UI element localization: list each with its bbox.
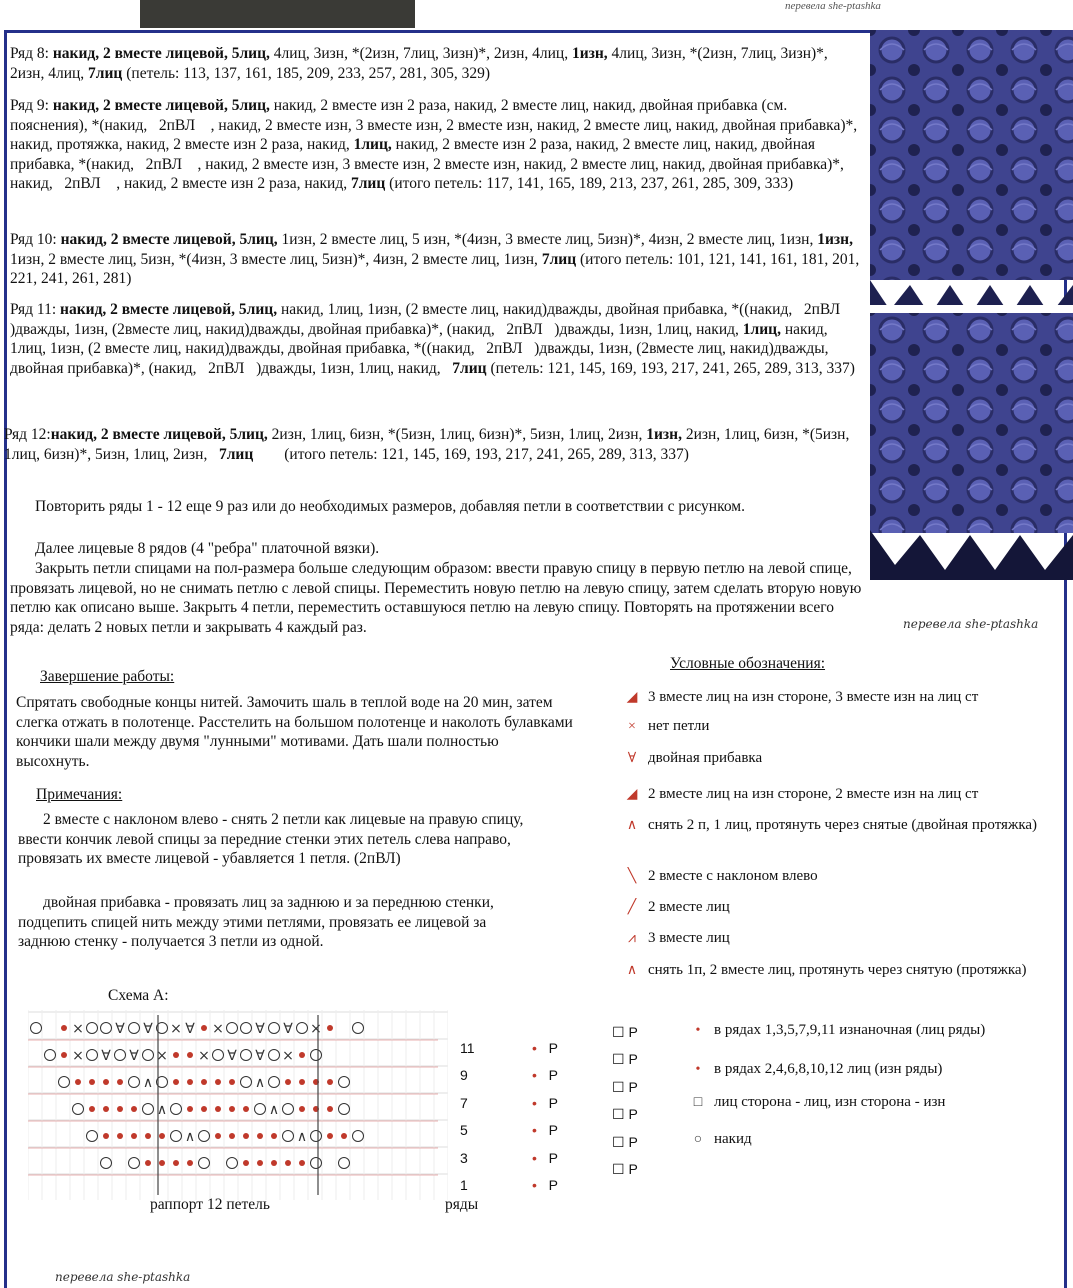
top-photo-fragment <box>140 0 415 28</box>
chart-stitch-symbol: ∧ <box>184 1129 196 1145</box>
chart-yarn-over <box>199 1158 210 1169</box>
p-box-label: ☐ P <box>612 1079 638 1095</box>
chart-purl-dot <box>271 1160 277 1166</box>
repeat-instruction: Повторить ряды 1 - 12 еще 9 раз или до необходимых размеров, добавляя петли в соответствии с рисунком. <box>35 498 745 515</box>
legend-symbol-icon: × <box>628 719 636 734</box>
key-item <box>690 1060 1065 1079</box>
p-box-label: ☐ P <box>612 1134 638 1150</box>
chart-yarn-over <box>311 1131 322 1142</box>
chart-purl-dot <box>243 1160 249 1166</box>
chart-stitch-symbol: × <box>170 1021 182 1037</box>
chart-purl-dot <box>243 1133 249 1139</box>
chart-yarn-over <box>241 1077 252 1088</box>
p-dot-label: • P <box>532 1177 558 1193</box>
chart-yarn-over <box>283 1104 294 1115</box>
chart-stitch-symbol: ∀ <box>255 1048 265 1064</box>
legend-text: снять 1п, 2 вместе лиц, протянуть через снятую (протяжка) <box>648 962 1027 978</box>
legend-symbol-icon: ◢ <box>626 787 638 802</box>
legend-symbol-icon: ∧ <box>626 963 638 978</box>
chart-purl-dot <box>117 1079 123 1085</box>
chart-purl-dot <box>201 1079 207 1085</box>
legend-text: 2 вместе лиц <box>648 899 730 915</box>
chart-yarn-over <box>171 1104 182 1115</box>
p-dot-label: • P <box>532 1095 558 1111</box>
mid-credit: перевела she-ptashka <box>903 617 1039 631</box>
p-box-label: ☐ P <box>612 1161 638 1177</box>
chart-purl-dot <box>327 1106 333 1112</box>
chart-purl-dot <box>229 1106 235 1112</box>
chart-yarn-over <box>87 1131 98 1142</box>
chart-purl-dot <box>145 1133 151 1139</box>
chart-stitch-symbol: × <box>282 1048 294 1064</box>
chart-yarn-over <box>241 1050 252 1061</box>
chart-stitch-symbol: ∀ <box>283 1021 293 1037</box>
chart-purl-dot <box>159 1160 165 1166</box>
chart-stitch-symbol: ∀ <box>185 1021 195 1037</box>
chart-stitch-symbol: ∀ <box>101 1048 111 1064</box>
p-dot-label: • P <box>532 1150 558 1166</box>
legend-text: снять 2 п, 1 лиц, протянуть через снятые (двойная протяжка) <box>648 817 1038 833</box>
key-symbol-icon: □ <box>693 1095 703 1110</box>
chart-stitch-symbol: ∀ <box>129 1048 139 1064</box>
row-11: Ряд 11: накид, 2 вместе лицевой, 5лиц, накид, 1лиц, 1изн, (2 вместе лиц, накид)дважды, двойная прибавка, *((накид, 2пВЛ )дважды, 1изн, (2вместе лиц, накид)дважды, двойная прибавка)*, (накид, 2пВЛ )дважды, 1изн, 1лиц, накид, 1лиц, накид, 1лиц, 1изн, (2 вместе лиц, накид)дважды, двойная прибавка, *((накид, 2пВЛ )дважды, 1изн, (2вместе лиц, накид)дважды, двойная прибавка)*, (накид, 2пВЛ )дважды, 1изн, 1лиц, накид, 7лиц (петель: 121, 145, 169, 193, 217, 241, 265, 289, 313, 337) <box>10 301 855 377</box>
legend-symbol-icon: ∧ <box>626 818 638 833</box>
chart-stitch-symbol: × <box>212 1021 224 1037</box>
key-symbol-icon: • <box>695 1062 701 1077</box>
row-number: 9 <box>460 1067 468 1083</box>
chart-yarn-over <box>213 1050 224 1061</box>
row-9: Ряд 9: накид, 2 вместе лицевой, 5лиц, накид, 2 вместе изн 2 раза, накид, 2 вместе лиц, накид, двойная прибавка (см. пояснения), *(накид, 2пВЛ , накид, 2 вместе изн, 3 вместе изн, 2 вместе изн, накид, 2 вместе лиц, накид, двойная прибавка)*, накид, протяжка, накид, 2 вместе изн 2 раза, накид, 1лиц, накид, 2 вместе изн 2 раза, накид, 2 вместе лиц, накид, двойная прибавка, *(накид, 2пВЛ , накид, 2 вместе изн, 3 вместе изн, 2 вместе изн, накид, 2 вместе лиц, накид, двойная прибавка)*, накид, 2пВЛ , накид, 2 вместе изн 2 раза, накид, 7лиц (итого петель: 117, 141, 165, 189, 213, 237, 261, 285, 309, 333) <box>10 97 858 192</box>
chart-purl-dot <box>131 1106 137 1112</box>
chart-purl-dot <box>75 1079 81 1085</box>
chart-purl-dot <box>187 1160 193 1166</box>
row-12: Ряд 12:накид, 2 вместе лицевой, 5лиц, 2изн, 1лиц, 6изн, *(5изн, 1лиц, 6изн)*, 5изн, 1лиц, 2изн, 1изн, 2изн, 1лиц, 6изн, *(5изн, 1лиц, 6изн)*, 5изн, 1лиц, 2изн, 7лиц (итого петель: 121, 145, 169, 193, 217, 241, 265, 289, 313, 337) <box>4 426 850 463</box>
chart-yarn-over <box>269 1050 280 1061</box>
chart-purl-dot <box>327 1025 333 1031</box>
chart-yarn-over <box>31 1023 42 1034</box>
row-number: 3 <box>460 1150 468 1166</box>
chart-purl-dot <box>187 1079 193 1085</box>
chart-purl-dot <box>159 1133 165 1139</box>
chart-yarn-over <box>143 1104 154 1115</box>
chart-yarn-over <box>115 1050 126 1061</box>
chart-purl-dot <box>215 1106 221 1112</box>
chart-stitch-symbol: ∀ <box>115 1021 125 1037</box>
legend-text: 2 вместе лиц на изн стороне, 2 вместе изн на лиц ст <box>648 786 979 802</box>
chart-yarn-over <box>283 1131 294 1142</box>
chart-yarn-over <box>227 1158 238 1169</box>
rows-label: ряды <box>445 1196 479 1213</box>
chart-yarn-over <box>171 1131 182 1142</box>
p-box-label: ☐ P <box>612 1024 638 1040</box>
finishing-text: Спрятать свободные концы нитей. Замочить шаль в теплой воде на 20 мин, затем слегка отжать в полотенце. Расстелить на большом полотенце и наколоть булавками кончики шали между двумя "лунными" мотивами. Дать шали полностью высохнуть. <box>16 694 573 770</box>
chart-purl-dot <box>89 1106 95 1112</box>
row-number: 7 <box>460 1095 468 1111</box>
row-10: Ряд 10: накид, 2 вместе лицевой, 5лиц, 1изн, 2 вместе лиц, 5 изн, *(4изн, 3 вместе лиц, 5изн)*, 4изн, 2 вместе лиц, 1изн, 1изн, 1изн, 2 вместе лиц, 5изн, *(4изн, 3 вместе лиц, 5изн)*, 4изн, 2 вместе лиц, 1изн, 7лиц (итого петель: 101, 121, 141, 161, 181, 201, 221, 241, 261, 281) <box>10 231 860 287</box>
chart-yarn-over <box>101 1158 112 1169</box>
chart-purl-dot <box>257 1160 263 1166</box>
key-symbol-icon: • <box>695 1023 701 1038</box>
key-item <box>690 1093 1065 1112</box>
chart-stitch-symbol: ∀ <box>255 1021 265 1037</box>
key-text: в рядах 2,4,6,8,10,12 лиц (изн ряды) <box>714 1061 943 1077</box>
chart-purl-dot <box>89 1079 95 1085</box>
chart-yarn-over <box>353 1131 364 1142</box>
chart-purl-dot <box>327 1079 333 1085</box>
chart-purl-dot <box>61 1052 67 1058</box>
chart-purl-dot <box>145 1160 151 1166</box>
legend-text: двойная прибавка <box>648 750 763 766</box>
legend-symbol-icon: ╱ <box>627 900 637 915</box>
legend-symbol-icon: ◢ <box>626 690 638 705</box>
chart-stitch-symbol: × <box>72 1021 84 1037</box>
key-text: в рядах 1,3,5,7,9,11 изнаночная (лиц ряды) <box>714 1022 986 1038</box>
chart-purl-dot <box>173 1079 179 1085</box>
chart-yarn-over <box>45 1050 56 1061</box>
chart-yarn-over <box>227 1023 238 1034</box>
legend-text: 3 вместе лиц <box>648 930 730 946</box>
legend-symbol-icon: ╲ <box>627 869 637 884</box>
chart-stitch-symbol: ∧ <box>268 1102 280 1118</box>
finishing-title: Завершение работы: <box>40 668 175 685</box>
chart-stitch-symbol: × <box>72 1048 84 1064</box>
chart-yarn-over <box>255 1104 266 1115</box>
legend-item <box>624 961 1064 980</box>
repeat-label: раппорт 12 петель <box>150 1196 270 1213</box>
chart-purl-dot <box>173 1160 179 1166</box>
row-8: Ряд 8: накид, 2 вместе лицевой, 5лиц, 4лиц, 3изн, *(2изн, 7лиц, 3изн)*, 2изн, 4лиц, 1изн, 4лиц, 3изн, *(2изн, 7лиц, 3изн)*, 2изн, 4лиц, 7лиц (петель: 113, 137, 161, 185, 209, 233, 257, 281, 305, 329) <box>10 45 828 82</box>
chart-yarn-over <box>129 1077 140 1088</box>
notes-title: Примечания: <box>36 786 123 803</box>
chart-purl-dot <box>201 1106 207 1112</box>
chart-purl-dot <box>299 1079 305 1085</box>
legend-symbol-icon: ⩘ <box>628 931 636 946</box>
row-number: 5 <box>460 1122 468 1138</box>
chart-title: Схема А: <box>108 987 169 1004</box>
chart-purl-dot <box>299 1052 305 1058</box>
chart-yarn-over <box>87 1050 98 1061</box>
chart-stitch-symbol: × <box>198 1048 210 1064</box>
chart-yarn-over <box>311 1158 322 1169</box>
chart-purl-dot <box>271 1133 277 1139</box>
chart-stitch-symbol: ∧ <box>142 1075 154 1091</box>
legend-symbol-icon: ∀ <box>627 751 637 766</box>
legend-text: 2 вместе с наклоном влево <box>648 868 818 884</box>
chart-yarn-over <box>311 1050 322 1061</box>
close-instruction: Закрыть петли спицами на пол-размера больше следующим образом: ввести правую спицу в первую петлю на левой спице, провязать лицевой, но не снимать петлю с левой спицы. Переместить новую петлю на левую спицу, затем сделать вторую новую петлю как описано выше. Закрыть 4 петли, переместить оставшуюся петлю на левую спицу. Повторять на протяжении всего ряда: делать 2 новых петли и закрывать 4 каждый раз. <box>10 560 862 636</box>
key-item <box>690 1130 1065 1149</box>
lace-photo <box>870 30 1073 580</box>
legend-item <box>624 717 1064 736</box>
chart-purl-dot <box>131 1133 137 1139</box>
chart-purl-dot <box>285 1160 291 1166</box>
chart-purl-dot <box>299 1106 305 1112</box>
chart-yarn-over <box>297 1023 308 1034</box>
chart-purl-dot <box>341 1133 347 1139</box>
chart-purl-dot <box>229 1133 235 1139</box>
chart-purl-dot <box>285 1079 291 1085</box>
legend-item <box>624 749 1064 768</box>
chart-purl-dot <box>215 1133 221 1139</box>
chart-stitch-symbol: ∧ <box>254 1075 266 1091</box>
chart-purl-dot <box>103 1133 109 1139</box>
legend-item <box>624 898 1064 917</box>
chart-yarn-over <box>101 1023 112 1034</box>
key-item <box>690 1021 1065 1040</box>
chart-yarn-over <box>59 1077 70 1088</box>
chart-purl-dot <box>257 1133 263 1139</box>
chart-yarn-over <box>269 1023 280 1034</box>
chart-yarn-over <box>129 1158 140 1169</box>
next-instruction: Далее лицевые 8 рядов (4 "ребра" платочной вязки). <box>35 540 380 557</box>
chart-yarn-over <box>353 1023 364 1034</box>
chart-stitch-symbol: ∧ <box>296 1129 308 1145</box>
chart-purl-dot <box>187 1052 193 1058</box>
top-credit: перевела she-ptashka <box>785 0 881 12</box>
chart-purl-dot <box>103 1079 109 1085</box>
chart-purl-dot <box>117 1106 123 1112</box>
legend-text: нет петли <box>648 718 710 734</box>
chart-yarn-over <box>241 1023 252 1034</box>
key-symbol-icon: ○ <box>693 1132 703 1147</box>
chart-purl-dot <box>215 1079 221 1085</box>
key-text: лиц сторона - лиц, изн сторона - изн <box>714 1094 946 1110</box>
p-dot-label: • P <box>532 1122 558 1138</box>
chart-yarn-over <box>73 1104 84 1115</box>
legend-item <box>624 816 1064 835</box>
chart-stitch-symbol: × <box>310 1021 322 1037</box>
chart-purl-dot <box>201 1025 207 1031</box>
chart-yarn-over <box>87 1023 98 1034</box>
chart-purl-dot <box>229 1079 235 1085</box>
chart-stitch-symbol: × <box>156 1048 168 1064</box>
chart-purl-dot <box>187 1106 193 1112</box>
legend-item <box>624 929 1064 948</box>
notes-p2: двойная прибавка - провязать лиц за заднюю и за переднюю стенки, подцепить спицей нить между этими петлями, провязать ее лицевой за заднюю стенку - получается 3 петли из одной. <box>18 894 494 950</box>
chart-yarn-over <box>269 1077 280 1088</box>
chart-yarn-over <box>129 1023 140 1034</box>
row-number: 1 <box>460 1177 468 1193</box>
chart-yarn-over <box>199 1131 210 1142</box>
legend-text: 3 вместе лиц на изн стороне, 3 вместе изн на лиц ст <box>648 689 979 705</box>
chart-stitch-symbol: ∀ <box>143 1021 153 1037</box>
notes-p1: 2 вместе с наклоном влево - снять 2 петли как лицевые на правую спицу, ввести кончик левой спицы за передние стенки этих петель слева направо, провязать их вместе лицевой - убавляется 1 петля. (2пВЛ) <box>18 811 524 867</box>
chart-purl-dot <box>103 1106 109 1112</box>
chart-purl-dot <box>117 1133 123 1139</box>
chart-stitch-symbol: ∧ <box>156 1102 168 1118</box>
chart-purl-dot <box>327 1133 333 1139</box>
chart-purl-dot <box>299 1160 305 1166</box>
legend-title: Условные обозначения: <box>670 655 826 672</box>
top-strip <box>0 0 1073 30</box>
legend-item <box>624 688 1064 707</box>
legend-item <box>624 785 1064 804</box>
chart-yarn-over <box>339 1104 350 1115</box>
chart-stitch-symbol: ∀ <box>227 1048 237 1064</box>
chart-yarn-over <box>143 1050 154 1061</box>
chart-purl-dot <box>243 1106 249 1112</box>
chart-yarn-over <box>339 1158 350 1169</box>
chart-a <box>28 1010 448 1200</box>
p-dot-label: • P <box>532 1067 558 1083</box>
p-box-label: ☐ P <box>612 1106 638 1122</box>
bottom-credit: перевела she-ptashka <box>55 1270 191 1284</box>
chart-purl-dot <box>173 1052 179 1058</box>
p-dot-label: • P <box>532 1040 558 1056</box>
row-number: 11 <box>460 1040 475 1056</box>
chart-purl-dot <box>61 1025 67 1031</box>
key-text: накид <box>714 1131 752 1147</box>
chart-yarn-over <box>339 1077 350 1088</box>
legend-item <box>624 867 1064 886</box>
p-box-label: ☐ P <box>612 1051 638 1067</box>
